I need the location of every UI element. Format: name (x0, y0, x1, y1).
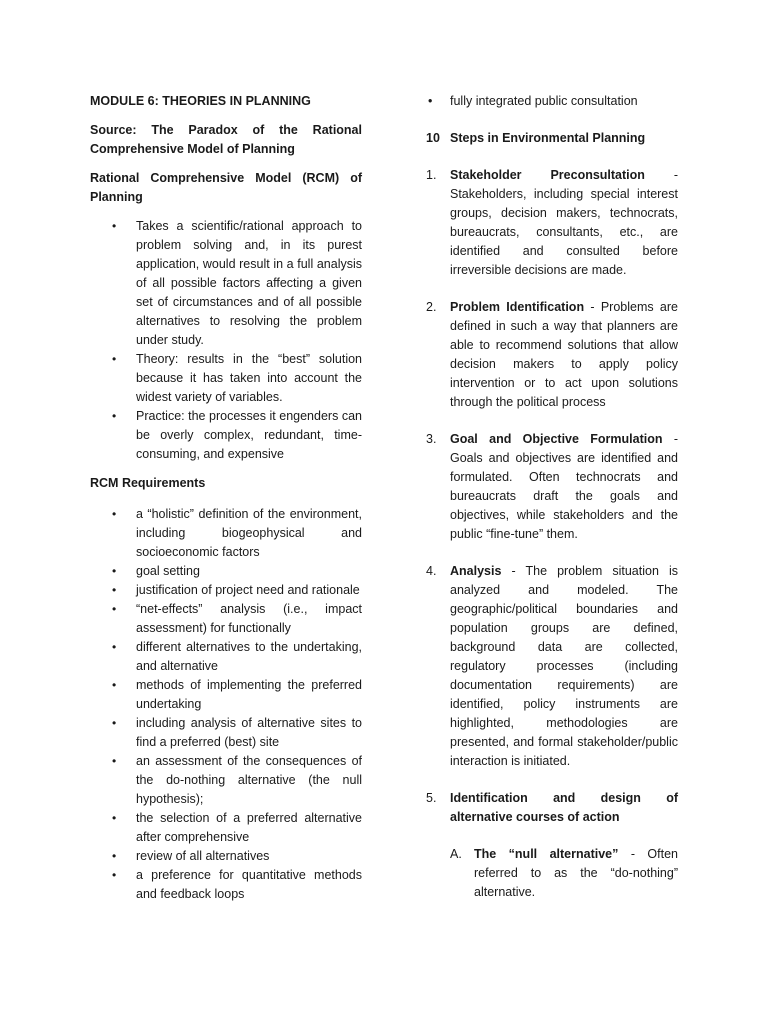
list-item: • Takes a scientific/rational approach to problem solving and, in its purest application, would result in a full analysis of all possible factors affecting a given set of circumstances and of all possible alternatives to resolving the problem under study. (112, 219, 362, 347)
step-text: - Goals and objectives are identified and formulated. Often technocrats and bureaucrats draft the goals and objectives, while stakeholders and the public “fine-tune” them. (450, 432, 678, 541)
bullet-icon: • (112, 602, 117, 616)
steps-heading (426, 129, 678, 148)
rcm-requirements-heading: RCM Requirements (90, 476, 206, 490)
list-item: • justification of project need and rationale (90, 581, 362, 600)
step-text: - Stakeholders, including special interest groups, decision makers, technocrats, bureaucrats, consultants, etc., are identified and consulted before irreversible decisions are made. (450, 168, 678, 277)
list-item: • “net-effects” analysis (i.e., impact assessment) for functionally (112, 602, 362, 635)
step-number: 3. (426, 432, 437, 446)
step-number: 5. (426, 791, 437, 805)
list-item: • different alternatives to the undertaking, and alternative (112, 640, 362, 673)
list-item: • a “holistic” definition of the environment, including biogeophysical and socioeconomic factors (112, 507, 362, 559)
list-item: • fully integrated public consultation (426, 92, 678, 111)
step-text: - The problem situation is analyzed and modeled. The geographic/political boundaries and population groups are defined, background data are collected, regulatory processes (including documentation requirements) are identified, policy instruments are highlighted, methodologies are presented, and formal stakeholder/public interaction is initiated. (450, 564, 678, 768)
rcm-bullet-list (90, 217, 362, 464)
continued-bullet-list (426, 92, 678, 111)
bullet-icon: • (112, 754, 117, 768)
step-title: Analysis (450, 564, 502, 578)
bullet-icon: • (112, 678, 117, 692)
list-item: • goal setting (90, 562, 362, 581)
bullet-icon: • (112, 716, 117, 730)
bullet-icon: • (112, 352, 117, 366)
bullet-icon: • (112, 868, 117, 882)
bullet-icon: • (428, 94, 433, 108)
bullet-icon: • (112, 564, 117, 578)
right-column (426, 92, 678, 920)
step-number: 4. (426, 564, 437, 578)
bullet-icon: • (112, 583, 117, 597)
step-item (426, 562, 678, 771)
list-item: • Practice: the processes it engenders can be overly complex, redundant, time-consuming, and expensive (112, 409, 362, 461)
bullet-icon: • (112, 849, 117, 863)
sub-step-title: The “null alternative” (474, 847, 619, 861)
module-title: MODULE 6: THEORIES IN PLANNING (90, 94, 311, 108)
bullet-icon: • (112, 640, 117, 654)
step-item (426, 430, 678, 544)
step-number: 2. (426, 300, 437, 314)
step-title: Goal and Objective Formulation (450, 432, 663, 446)
sub-step-item (450, 845, 678, 902)
list-item: • the selection of a preferred alternative after comprehensive (112, 811, 362, 844)
list-item: • an assessment of the consequences of the do-nothing alternative (the null hypothesis); (112, 754, 362, 806)
step-text: - Problems are defined in such a way that planners are able to recommend solutions that allow decision makers to apply policy intervention or to act upon solutions through the political process (450, 300, 678, 409)
list-item: • methods of implementing the preferred undertaking (112, 678, 362, 711)
step-item (426, 789, 678, 902)
bullet-icon: • (112, 409, 117, 423)
rcm-requirements-list (90, 505, 362, 904)
left-column (90, 92, 362, 912)
steps-list (426, 166, 678, 902)
step-title: Problem Identification (450, 300, 585, 314)
step-title: Identification and design of alternative courses of action (450, 791, 678, 824)
bullet-icon: • (112, 507, 117, 521)
steps-heading-text: Steps in Environmental Planning (450, 131, 646, 145)
step-item (426, 166, 678, 280)
sub-step-text: - Often referred to as the “do-nothing” alternative. (474, 847, 679, 899)
list-item: • including analysis of alternative sites to find a preferred (best) site (112, 716, 362, 749)
list-item: • a preference for quantitative methods and feedback loops (112, 868, 362, 901)
list-item: • review of all alternatives (90, 847, 362, 866)
rcm-heading: Rational Comprehensive Model (RCM) of Planning (90, 171, 362, 204)
step-title: Stakeholder Preconsultation (450, 168, 645, 182)
bullet-icon: • (112, 811, 117, 825)
bullet-icon: • (112, 219, 117, 233)
source-line: Source: The Paradox of the Rational Comprehensive Model of Planning (90, 123, 362, 156)
step-item (426, 298, 678, 412)
list-item: • Theory: results in the “best” solution because it has taken into account the widest variety of variables. (112, 352, 362, 404)
step-number: 1. (426, 168, 437, 182)
sub-step-letter: A. (450, 847, 462, 861)
steps-heading-number: 10 (426, 131, 440, 145)
